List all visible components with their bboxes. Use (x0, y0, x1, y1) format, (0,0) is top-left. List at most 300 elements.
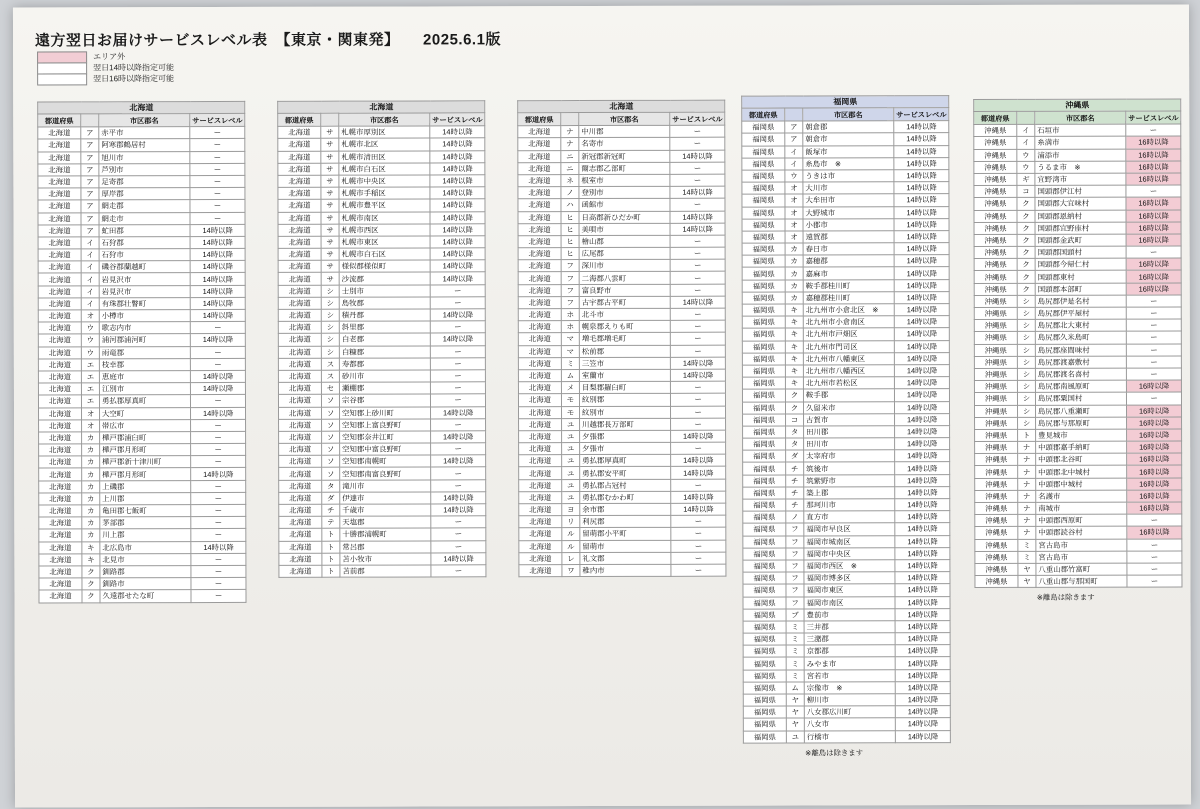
cell-kana: カ (82, 517, 100, 529)
cell-kana: ク (1017, 234, 1035, 246)
table-row (975, 453, 1182, 466)
table-row (743, 718, 950, 731)
table-row (743, 681, 950, 694)
cell-service-level: ー (670, 162, 725, 174)
cell-prefecture: 北海道 (39, 468, 82, 480)
cell-service-level: 16時以降 (1126, 149, 1181, 161)
table-row (38, 175, 245, 188)
table-row (279, 479, 486, 492)
cell-service-level: 14時以降 (894, 291, 949, 303)
cell-prefecture: 沖縄県 (975, 539, 1018, 551)
cell-kana: ウ (81, 334, 99, 346)
cell-city: みやま市 (804, 657, 895, 669)
cell-service-level: ー (1126, 307, 1181, 319)
cell-service-level: ー (1126, 185, 1181, 197)
cell-city: 柳川市 (804, 694, 895, 706)
cell-city: 宜野湾市 (1035, 173, 1126, 185)
cell-city: 島尻郡伊平屋村 (1035, 307, 1126, 319)
cell-city: 滝川市 (340, 480, 431, 492)
cell-service-level: ー (430, 297, 485, 309)
cell-city: 古賀市 (804, 413, 895, 425)
cell-prefecture: 沖縄県 (974, 283, 1017, 295)
cell-city: 朝倉郡 (803, 121, 894, 133)
cell-service-level: 14時以降 (191, 407, 246, 419)
table-row (39, 541, 246, 554)
cell-city: 江別市 (99, 383, 190, 395)
cell-kana: フ (561, 284, 579, 296)
cell-kana: オ (785, 219, 803, 231)
cell-city: 宗像市 ※ (804, 682, 895, 694)
table-row (39, 480, 246, 493)
table-row (278, 126, 485, 139)
table-row (743, 499, 950, 512)
cell-prefecture: 福岡県 (742, 316, 785, 328)
cell-city: 中頭郡嘉手納町 (1036, 441, 1127, 453)
cell-service-level: 14時以降 (895, 718, 950, 730)
cell-service-level: 14時以降 (894, 218, 949, 230)
cell-city: 増毛郡増毛町 (579, 333, 670, 345)
cell-kana: オ (82, 420, 100, 432)
cell-city: 国頭郡恩納村 (1035, 210, 1126, 222)
cell-city: 札幌市白石区 (339, 163, 430, 175)
cell-service-level: ー (671, 564, 726, 576)
table-row (974, 222, 1181, 235)
table-row (279, 504, 486, 517)
cell-service-level: 14時以降 (894, 352, 949, 364)
cell-city: 帯広市 (100, 419, 191, 431)
cell-service-level: ー (191, 504, 246, 516)
table-row (278, 284, 485, 297)
cell-kana: カ (82, 529, 100, 541)
cell-service-level: 14時以降 (670, 150, 725, 162)
table-row (518, 272, 725, 285)
cell-kana: ミ (786, 633, 804, 645)
cell-city: 札幌市白石区 (339, 248, 430, 260)
cell-service-level: ー (670, 174, 725, 186)
cell-city: 筑紫野市 (804, 474, 895, 486)
cell-prefecture: 沖縄県 (974, 222, 1017, 234)
cell-service-level: 14時以降 (670, 369, 725, 381)
cell-prefecture: 北海道 (519, 406, 562, 418)
table-row (974, 258, 1181, 271)
cell-prefecture: 北海道 (278, 175, 321, 187)
cell-prefecture: 福岡県 (742, 328, 785, 340)
cell-kana: ク (1017, 259, 1035, 271)
cell-city: 国頭郡本部町 (1035, 283, 1126, 295)
cell-service-level: 14時以降 (894, 121, 949, 133)
cell-prefecture: 北海道 (38, 139, 81, 151)
cell-city: 勇払郡安平町 (580, 467, 671, 479)
table-row (975, 551, 1182, 564)
cell-kana: ア (81, 164, 99, 176)
cell-service-level: 14時以降 (895, 462, 950, 474)
table-row (278, 358, 485, 371)
cell-kana: フ (561, 260, 579, 272)
cell-prefecture: 福岡県 (743, 462, 786, 474)
cell-kana: ソ (322, 407, 340, 419)
cell-kana: ナ (1018, 466, 1036, 478)
cell-prefecture: 北海道 (39, 566, 82, 578)
cell-kana: イ (81, 237, 99, 249)
cell-city: 瀬棚郡 (339, 382, 430, 394)
table-row (518, 369, 725, 382)
cell-prefecture: 北海道 (39, 432, 82, 444)
cell-prefecture: 北海道 (38, 298, 81, 310)
cell-city: 国頭郡今帰仁村 (1035, 258, 1126, 270)
cell-prefecture: 北海道 (278, 346, 321, 358)
cell-prefecture: 北海道 (38, 310, 81, 322)
cell-service-level: 14時以降 (190, 285, 245, 297)
cell-kana: フ (786, 572, 804, 584)
cell-city: 石狩郡 (99, 236, 190, 248)
cell-prefecture: 北海道 (519, 504, 562, 516)
cell-kana: ニ (561, 150, 579, 162)
cell-prefecture: 北海道 (278, 126, 321, 138)
cell-service-level: 16時以降 (1126, 222, 1181, 234)
cell-prefecture: 沖縄県 (974, 161, 1017, 173)
cell-city: 根室市 (579, 174, 670, 186)
cell-service-level: 14時以降 (894, 170, 949, 182)
cell-city: 白糠郡 (339, 346, 430, 358)
table-row (974, 185, 1181, 198)
cell-service-level: 16時以降 (1126, 209, 1181, 221)
cell-kana: イ (81, 249, 99, 261)
cell-city: 枝幸郡 (99, 358, 190, 370)
cell-service-level: ー (1126, 344, 1181, 356)
table-row (519, 491, 726, 504)
cell-prefecture: 北海道 (518, 199, 561, 211)
table-row (742, 194, 949, 207)
cell-service-level: ー (430, 284, 485, 296)
table-row (278, 223, 485, 236)
cell-service-level: 14時以降 (895, 560, 950, 572)
cell-prefecture: 北海道 (279, 468, 322, 480)
cell-service-level: ー (191, 565, 246, 577)
cell-city: 飯塚市 (803, 145, 894, 157)
cell-kana: キ (785, 341, 803, 353)
cell-prefecture: 北海道 (518, 162, 561, 174)
cell-city: 宮若市 (804, 669, 895, 681)
cell-kana: ホ (561, 321, 579, 333)
table-caption-row (742, 96, 949, 109)
cell-service-level: ー (670, 125, 725, 137)
cell-city: 遠賀郡 (803, 231, 894, 243)
cell-city: 島尻郡北大東村 (1035, 319, 1126, 331)
cell-service-level: 16時以降 (1127, 478, 1182, 490)
table-row (743, 413, 950, 426)
cell-city: 島尻郡伊是名村 (1035, 295, 1126, 307)
table-row (39, 443, 246, 456)
cell-city: 島尻郡与那原町 (1036, 417, 1127, 429)
cell-kana: イ (785, 146, 803, 158)
table-header-row (742, 108, 949, 122)
cell-city: 士別市 (339, 285, 430, 297)
table-row (518, 198, 725, 211)
column-header-city: 市区郡名 (99, 114, 190, 127)
cell-city: 八女郡広川町 (804, 706, 895, 718)
cell-service-level: 16時以降 (1126, 270, 1181, 282)
cell-service-level: ー (190, 139, 245, 151)
cell-prefecture: 北海道 (38, 273, 81, 285)
cell-kana: エ (81, 383, 99, 395)
cell-kana: ク (1017, 271, 1035, 283)
cell-kana: ヒ (561, 235, 579, 247)
cell-service-level: ー (190, 358, 245, 370)
cell-service-level: 14時以降 (430, 150, 485, 162)
table-row (743, 694, 950, 707)
column-header-level: サービスレベル (430, 113, 485, 126)
table-row (38, 163, 245, 176)
cell-city: 岩見沢市 (99, 285, 190, 297)
cell-kana: ノ (786, 511, 804, 523)
cell-city: 樺戸郡浦臼町 (100, 431, 191, 443)
table-row (39, 468, 246, 481)
table-row (743, 462, 950, 475)
cell-service-level: ー (670, 393, 725, 405)
table-row (742, 291, 949, 304)
cell-kana: ネ (561, 174, 579, 186)
cell-service-level: ー (1126, 368, 1181, 380)
cell-service-level: ー (190, 346, 245, 358)
cell-kana: ム (786, 682, 804, 694)
cell-service-level: ー (1127, 563, 1182, 575)
table-row (278, 150, 485, 163)
cell-prefecture: 福岡県 (743, 670, 786, 682)
cell-prefecture: 北海道 (278, 334, 321, 346)
cell-prefecture: 北海道 (38, 322, 81, 334)
cell-service-level: 14時以降 (895, 438, 950, 450)
cell-service-level: ー (671, 515, 726, 527)
cell-kana: オ (785, 231, 803, 243)
cell-kana: ト (322, 553, 340, 565)
table-row (278, 236, 485, 249)
cell-service-level: 14時以降 (190, 297, 245, 309)
cell-service-level: ー (190, 188, 245, 200)
table-row (975, 563, 1182, 576)
cell-kana: キ (785, 328, 803, 340)
cell-kana: ト (322, 529, 340, 541)
cell-prefecture: 福岡県 (743, 718, 786, 730)
table-row (743, 669, 950, 682)
cell-prefecture: 北海道 (278, 260, 321, 272)
cell-city: うきは市 (803, 170, 894, 182)
cell-prefecture: 北海道 (38, 237, 81, 249)
cell-service-level: ー (190, 163, 245, 175)
cell-kana: サ (321, 187, 339, 199)
cell-city: 留萌市 (580, 540, 671, 552)
cell-city: 那珂川市 (804, 499, 895, 511)
cell-service-level: 14時以降 (895, 450, 950, 462)
cell-service-level: ー (191, 419, 246, 431)
cell-kana: ナ (1018, 515, 1036, 527)
cell-kana: ア (81, 127, 99, 139)
cell-prefecture: 北海道 (279, 480, 322, 492)
cell-prefecture: 福岡県 (743, 450, 786, 462)
cell-kana: ソ (322, 431, 340, 443)
cell-service-level: 14時以降 (431, 455, 486, 467)
cell-kana: マ (561, 345, 579, 357)
cell-prefecture: 北海道 (519, 565, 562, 577)
cell-kana: キ (785, 353, 803, 365)
table-row (279, 467, 486, 480)
cell-city: 空知郡上砂川町 (340, 406, 431, 418)
cell-kana: サ (321, 273, 339, 285)
cell-city: 直方市 (804, 511, 895, 523)
cell-city: 国頭郡東村 (1035, 271, 1126, 283)
column-header-kana (785, 108, 803, 121)
cell-kana: コ (1017, 185, 1035, 197)
table-row (278, 309, 485, 322)
cell-city: 阿寒郡鶴居村 (99, 139, 190, 151)
cell-city: 室蘭市 (579, 369, 670, 381)
cell-prefecture: 北海道 (38, 383, 81, 395)
table-note: ※離島は除きます (805, 748, 864, 758)
cell-prefecture: 沖縄県 (975, 527, 1018, 539)
cell-city: 朝倉市 (803, 133, 894, 145)
cell-kana: ユ (562, 467, 580, 479)
cell-service-level: ー (190, 200, 245, 212)
cell-service-level: 14時以降 (894, 304, 949, 316)
cell-prefecture: 北海道 (278, 163, 321, 175)
table-row (742, 304, 949, 317)
cell-service-level: ー (670, 333, 725, 345)
cell-prefecture: 北海道 (38, 127, 81, 139)
cell-prefecture: 福岡県 (742, 121, 785, 133)
cell-service-level: 14時以降 (190, 273, 245, 285)
cell-prefecture: 北海道 (519, 430, 562, 442)
cell-kana: サ (321, 151, 339, 163)
cell-kana: イ (81, 298, 99, 310)
cell-service-level: 16時以降 (1126, 380, 1181, 392)
cell-kana: ノ (561, 187, 579, 199)
table-row (974, 331, 1181, 344)
cell-prefecture: 沖縄県 (974, 344, 1017, 356)
cell-city: 小郡市 (803, 218, 894, 230)
cell-prefecture: 福岡県 (742, 207, 785, 219)
table-row (38, 297, 245, 310)
cell-service-level: 14時以降 (894, 194, 949, 206)
cell-service-level: 14時以降 (430, 199, 485, 211)
table-row (743, 657, 950, 670)
cell-city: 久遠郡せたな町 (100, 590, 191, 602)
cell-city: 樺戸郡月形町 (100, 444, 191, 456)
cell-city: 十勝郡浦幌町 (340, 528, 431, 540)
cell-kana: シ (1017, 344, 1035, 356)
cell-city: 中頭郡北谷町 (1036, 453, 1127, 465)
table-row (742, 145, 949, 158)
cell-city: 中頭郡北中城村 (1036, 466, 1127, 478)
cell-city: 爾志郡乙部町 (579, 162, 670, 174)
cell-city: 樺戸郡新十津川町 (100, 456, 191, 468)
table-row (743, 474, 950, 487)
table-row (518, 162, 725, 175)
table-hokkaido-3 (517, 100, 727, 578)
cell-prefecture: 北海道 (39, 578, 82, 590)
cell-city: 札幌市清田区 (339, 151, 430, 163)
cell-city: 空知郡中富良野町 (340, 443, 431, 455)
cell-service-level: ー (191, 456, 246, 468)
table-row (39, 456, 246, 469)
table-row (975, 539, 1182, 552)
cell-prefecture: 北海道 (279, 529, 322, 541)
table-row (518, 223, 725, 236)
cell-service-level: 14時以降 (430, 126, 485, 138)
table-row (742, 267, 949, 280)
cell-kana: ナ (1018, 454, 1036, 466)
cell-prefecture: 福岡県 (742, 267, 785, 279)
cell-city: 雨竜郡 (99, 346, 190, 358)
table-row (38, 358, 245, 371)
cell-prefecture: 北海道 (278, 224, 321, 236)
table-row (974, 283, 1181, 296)
cell-kana: ク (1017, 283, 1035, 295)
cell-service-level: ー (1126, 124, 1181, 136)
cell-kana: ア (81, 151, 99, 163)
cell-service-level: ー (670, 406, 725, 418)
table-row (743, 438, 950, 451)
cell-kana: キ (785, 377, 803, 389)
table-row (518, 150, 725, 163)
cell-city: 北九州市小倉北区 ※ (803, 304, 894, 316)
cell-prefecture: 沖縄県 (974, 198, 1017, 210)
cell-service-level: 14時以降 (670, 223, 725, 235)
cell-kana: シ (321, 321, 339, 333)
cell-city: うるま市 ※ (1035, 161, 1126, 173)
table-row (38, 188, 245, 201)
cell-kana: ハ (561, 199, 579, 211)
cell-city: 美唄市 (579, 223, 670, 235)
cell-kana: シ (1017, 393, 1035, 405)
table-row (518, 186, 725, 199)
cell-city: 紋別市 (580, 406, 671, 418)
cell-city: 久留米市 (803, 401, 894, 413)
cell-kana: ウ (1017, 149, 1035, 161)
cell-kana: ダ (786, 450, 804, 462)
cell-prefecture: 沖縄県 (974, 381, 1017, 393)
cell-prefecture: 北海道 (38, 200, 81, 212)
cell-prefecture: 北海道 (278, 309, 321, 321)
cell-kana: チ (786, 487, 804, 499)
cell-prefecture: 福岡県 (743, 560, 786, 572)
table-row (975, 575, 1182, 588)
cell-service-level: 14時以降 (895, 645, 950, 657)
cell-city: 島尻郡渡嘉敷村 (1035, 356, 1126, 368)
table-row (279, 553, 486, 566)
cell-service-level: 16時以降 (1126, 136, 1181, 148)
table-row (38, 261, 245, 274)
cell-kana: フ (561, 296, 579, 308)
table-caption: 福岡県 (742, 96, 949, 109)
cell-kana: ミ (786, 670, 804, 682)
cell-service-level: ー (431, 443, 486, 455)
table-row (519, 454, 726, 467)
cell-kana: シ (321, 346, 339, 358)
table-row (518, 308, 725, 321)
table-row (974, 344, 1181, 357)
cell-prefecture: 福岡県 (743, 426, 786, 438)
cell-prefecture: 北海道 (278, 139, 321, 151)
cell-city: 恵庭市 (99, 371, 190, 383)
cell-prefecture: 沖縄県 (974, 320, 1017, 332)
cell-service-level: ー (670, 284, 725, 296)
cell-city: 鞍手郡 (803, 389, 894, 401)
table-row (39, 419, 246, 432)
cell-prefecture: 北海道 (278, 151, 321, 163)
cell-prefecture: 福岡県 (743, 694, 786, 706)
table-row (974, 368, 1181, 381)
table-row (974, 404, 1181, 417)
cell-kana: サ (321, 200, 339, 212)
